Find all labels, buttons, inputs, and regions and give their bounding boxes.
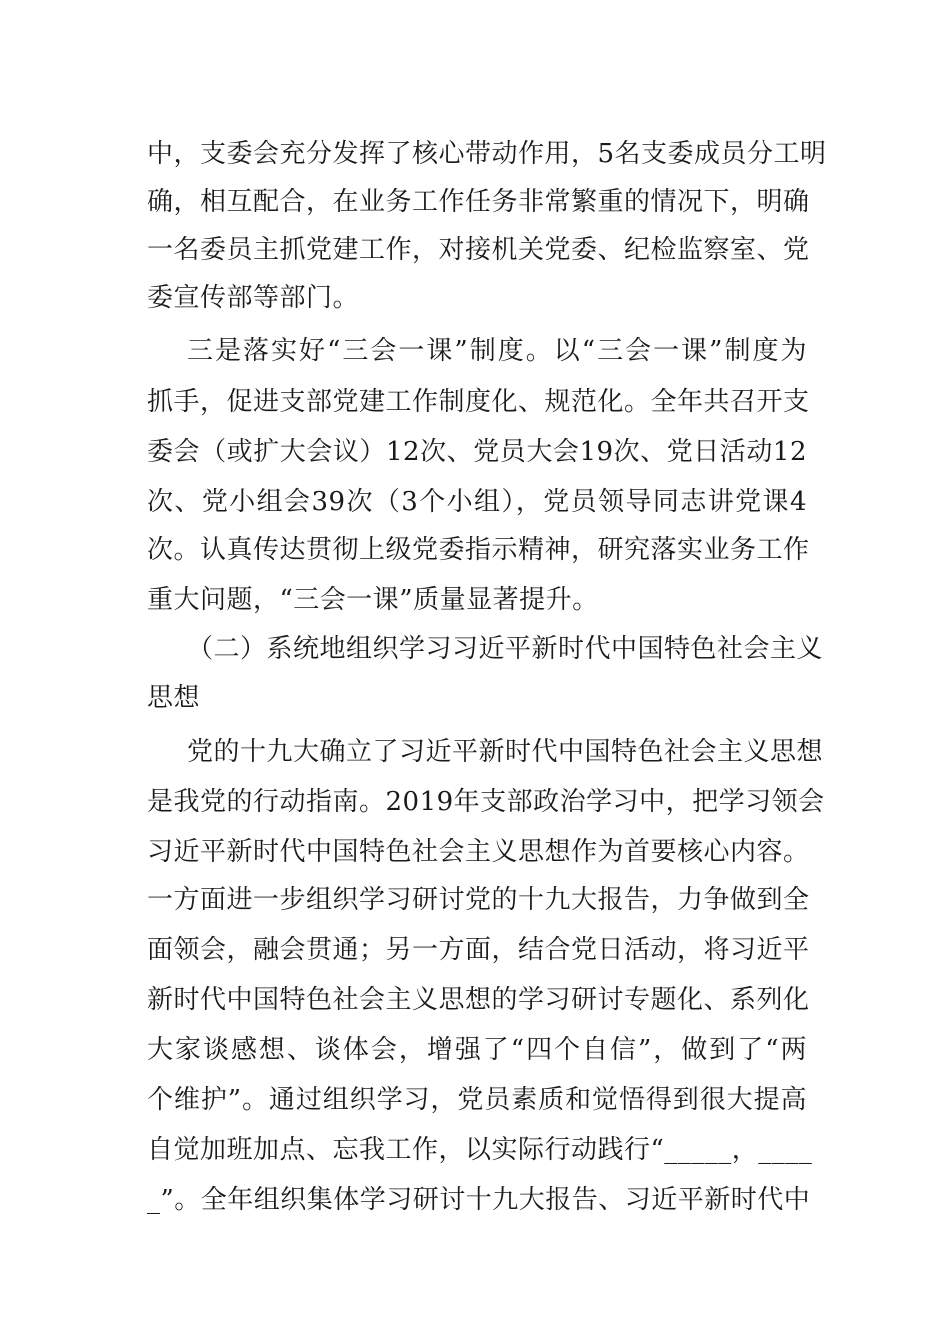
text-line: 抓手，促进支部党建工作制度化、规范化。全年共召开支 — [147, 387, 810, 417]
text-line: 委会（或扩大会议）12次、党员大会19次、党日活动12 — [147, 437, 807, 467]
text-line: 一名委员主抓党建工作，对接机关党委、纪检监察室、党 — [147, 235, 810, 265]
text-line: 自觉加班加点、忘我工作，以实际行动践行“_____，____ — [147, 1135, 813, 1165]
text-line: 委宣传部等部门。 — [147, 283, 360, 313]
text-line: 中，支委会充分发挥了核心带动作用，5名支委成员分工明 — [147, 139, 827, 169]
text-line: 大家谈感想、谈体会，增强了“四个自信”，做到了“两 — [147, 1035, 807, 1065]
section-heading: （二）系统地组织学习习近平新时代中国特色社会主义 — [187, 634, 824, 664]
text-line: 次、党小组会39次（3个小组），党员领导同志讲党课4 — [147, 487, 807, 517]
text-line: 确，相互配合，在业务工作任务非常繁重的情况下，明确 — [147, 187, 810, 217]
section-heading-continued: 思想 — [147, 683, 201, 713]
text-line: 面领会，融会贯通；另一方面，结合党日活动，将习近平 — [147, 935, 810, 965]
text-line: 一方面进一步组织学习研讨党的十九大报告，力争做到全 — [147, 885, 810, 915]
text-line: _”。全年组织集体学习研讨十九大报告、习近平新时代中 — [147, 1185, 811, 1215]
text-line: 个维护”。通过组织学习，党员素质和觉悟得到很大提高 — [147, 1085, 807, 1115]
text-line: 习近平新时代中国特色社会主义思想作为首要核心内容。 — [147, 837, 810, 867]
paragraph-first-line: 三是落实好“三会一课”制度。以“三会一课”制度为 — [187, 336, 807, 366]
paragraph-first-line: 党的十九大确立了习近平新时代中国特色社会主义思想 — [187, 737, 824, 767]
text-line: 新时代中国特色社会主义思想的学习研讨专题化、系列化 — [147, 985, 810, 1015]
text-line: 是我党的行动指南。2019年支部政治学习中，把学习领会 — [147, 787, 825, 817]
text-line: 重大问题，“三会一课”质量显著提升。 — [147, 585, 599, 615]
text-line: 次。认真传达贯彻上级党委指示精神，研究落实业务工作 — [147, 535, 810, 565]
